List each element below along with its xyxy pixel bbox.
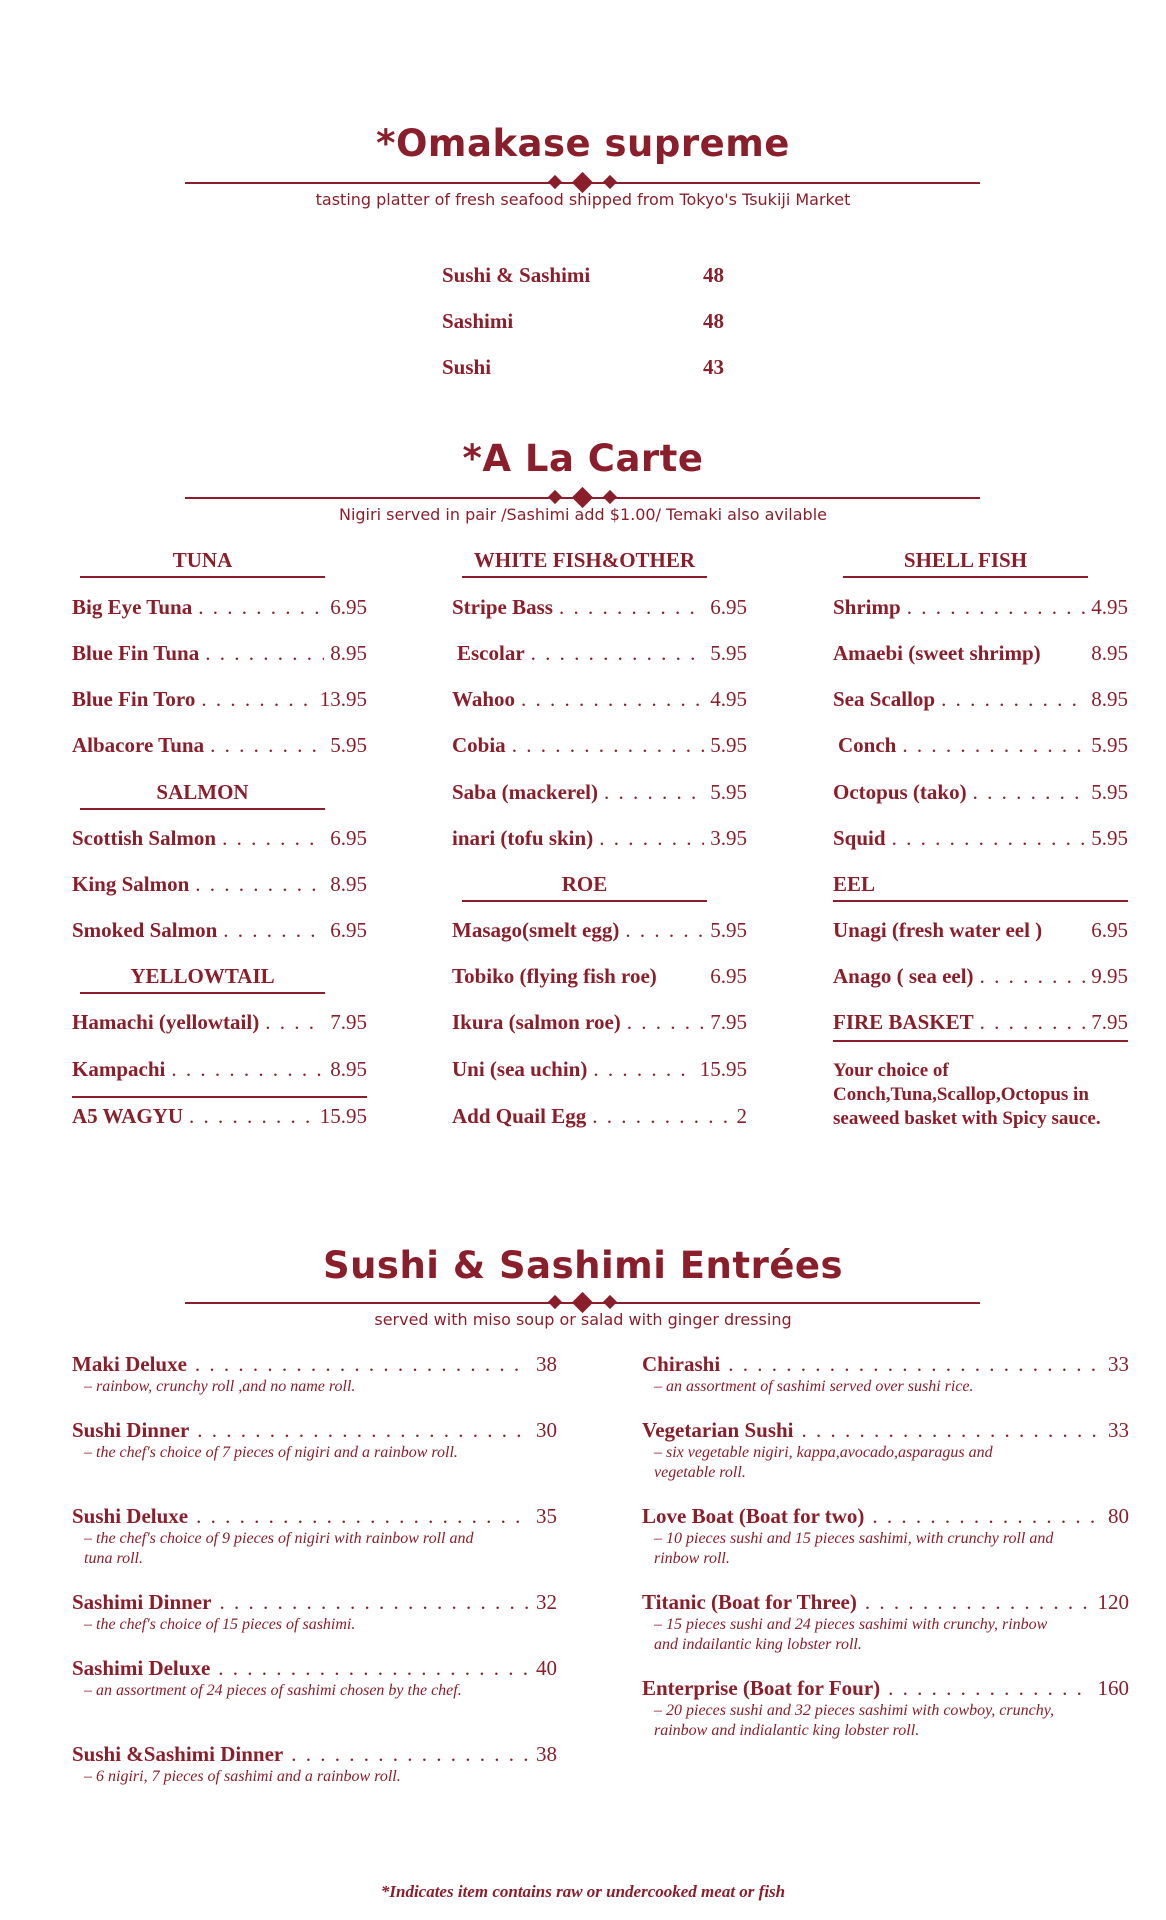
menu-item: Shrimp . . . 4.95 [833, 595, 1128, 620]
menu-item: Anago ( sea eel) . . . 9.95 [833, 964, 1128, 989]
divider-diamond [603, 1295, 617, 1309]
menu-item: Wahoo . . . 4.95 [452, 687, 747, 712]
omakase-subtitle: tasting platter of fresh seafood shipped from Tokyo's Tsukiji Market [315, 190, 851, 209]
category-underline [843, 576, 1088, 578]
category-underline [462, 900, 707, 902]
menu-item: Octopus (tako) . . . 5.95 [833, 780, 1128, 805]
entree-item: Sushi &Sashimi Dinner . . . 38 – 6 nigiri, 7 pieces of sashimi and a rainbow roll. [72, 1742, 557, 1787]
menu-item: Amaebi (sweet shrimp) 8.95 [833, 641, 1128, 665]
entree-item: Sushi Dinner . . . 30 – the chef's choice of 7 pieces of nigiri and a rainbow roll. [72, 1418, 557, 1463]
divider-diamond [548, 490, 562, 504]
category-heading-shellfish: SHELL FISH [903, 548, 1028, 572]
menu-item: King Salmon . . . 8.95 [72, 872, 367, 897]
menu-item: Unagi (fresh water eel ) 6.95 [833, 918, 1128, 942]
alacarte-subtitle: Nigiri served in pair /Sashimi add $1.00/ Temaki also avilable [338, 505, 827, 524]
entree-item: Vegetarian Sushi . . . 33 – six vegetable nigiri, kappa,avocado,asparagus and vegetable roll. [642, 1418, 1129, 1483]
entree-item: Maki Deluxe . . . 38 – rainbow, crunchy roll ,and no name roll. [72, 1352, 557, 1397]
divider-diamond [603, 175, 617, 189]
menu-item: Squid . . . 5.95 [833, 826, 1128, 851]
category-heading-whitefish: WHITE FISH&OTHER [473, 548, 696, 572]
menu-item: Tobiko (flying fish roe) 6.95 [452, 964, 747, 988]
entree-item: Enterprise (Boat for Four) . . . 160 – 20 pieces sushi and 32 pieces sashimi with cowboy, crunchy, rainbow and indialantic king lobster roll. [642, 1676, 1129, 1741]
entree-item: Titanic (Boat for Three) . . . 120 – 15 pieces sushi and 24 pieces sashimi with crunchy, rinbow and indailantic king lobster roll. [642, 1590, 1129, 1655]
wagyu-divider [72, 1096, 367, 1098]
category-heading-yellowtail: YELLOWTAIL [130, 964, 275, 988]
entree-item: Sashimi Dinner . . . 32 – the chef's choice of 15 pieces of sashimi. [72, 1590, 557, 1635]
menu-item-wagyu: A5 WAGYU . . . 15.95 [72, 1104, 367, 1129]
menu-item: Ikura (salmon roe) . . . 7.95 [452, 1010, 747, 1035]
omakase-title: *Omakase supreme [376, 122, 790, 165]
menu-item: Sea Scallop . . . 8.95 [833, 687, 1128, 712]
menu-item-fire-basket: FIRE BASKET . . . 7.95 [833, 1010, 1128, 1035]
menu-item: inari (tofu skin) . . . 3.95 [452, 826, 747, 851]
omakase-item-price: 48 [703, 263, 724, 287]
menu-item: Escolar . . . 5.95 [452, 641, 747, 666]
omakase-item-name: Sushi & Sashimi [442, 263, 591, 287]
entrees-subtitle: served with miso soup or salad with ginger dressing [374, 1310, 792, 1329]
raw-food-disclaimer: *Indicates item contains raw or undercooked meat or fish [380, 1882, 786, 1901]
menu-item: Kampachi . . . 8.95 [72, 1057, 367, 1082]
menu-item: Cobia . . . 5.95 [452, 733, 747, 758]
menu-item: Stripe Bass . . . 6.95 [452, 595, 747, 620]
divider-diamond [603, 490, 617, 504]
divider-diamond [548, 1295, 562, 1309]
entree-item: Love Boat (Boat for two) . . . 80 – 10 pieces sushi and 15 pieces sashimi, with crunchy roll and rinbow roll. [642, 1504, 1129, 1569]
category-heading-salmon: SALMON [156, 780, 249, 804]
menu-item: Hamachi (yellowtail) . . . 7.95 [72, 1010, 367, 1035]
entree-item: Chirashi . . . 33 – an assortment of sashimi served over sushi rice. [642, 1352, 1129, 1397]
menu-item: Saba (mackerel) . . . 5.95 [452, 780, 747, 805]
menu-item: Conch . . . 5.95 [833, 733, 1128, 758]
menu-item: Blue Fin Tuna . . . 8.95 [72, 641, 367, 666]
alacarte-title: *A La Carte [462, 437, 704, 480]
menu-item: Scottish Salmon . . . 6.95 [72, 826, 367, 851]
category-heading-eel: EEL [833, 872, 876, 896]
entrees-title: Sushi & Sashimi Entrées [322, 1244, 844, 1287]
category-underline [80, 808, 325, 810]
omakase-item-price: 43 [703, 355, 724, 379]
category-underline [462, 576, 707, 578]
omakase-item-name: Sushi [442, 355, 492, 379]
category-underline [833, 900, 1128, 902]
fire-basket-description: Your choice of Conch,Tuna,Scallop,Octopus in seaweed basket with Spicy sauce. [833, 1060, 1101, 1129]
divider-diamond [548, 175, 562, 189]
fire-basket-underline [833, 1040, 1128, 1042]
menu-item: Uni (sea uchin) . . . 15.95 [452, 1057, 747, 1082]
omakase-item-name: Sashimi [442, 309, 514, 333]
category-underline [80, 992, 325, 994]
menu-item: Blue Fin Toro . . . 13.95 [72, 687, 367, 712]
entree-item: Sashimi Deluxe . . . 40 – an assortment of 24 pieces of sashimi chosen by the chef. [72, 1656, 557, 1701]
menu-item: Albacore Tuna . . . 5.95 [72, 733, 367, 758]
menu-item: Add Quail Egg . . . 2 [452, 1104, 747, 1129]
omakase-item-price: 48 [703, 309, 724, 333]
category-heading-roe: ROE [561, 872, 608, 896]
category-heading-tuna: TUNA [172, 548, 233, 572]
menu-item: Masago(smelt egg) . . . 5.95 [452, 918, 747, 943]
menu-item: Big Eye Tuna . . . 6.95 [72, 595, 367, 620]
entree-item: Sushi Deluxe . . . 35 – the chef's choice of 9 pieces of nigiri with rainbow roll and tuna roll. [72, 1504, 557, 1569]
menu-item: Smoked Salmon . . . 6.95 [72, 918, 367, 943]
category-underline [80, 576, 325, 578]
